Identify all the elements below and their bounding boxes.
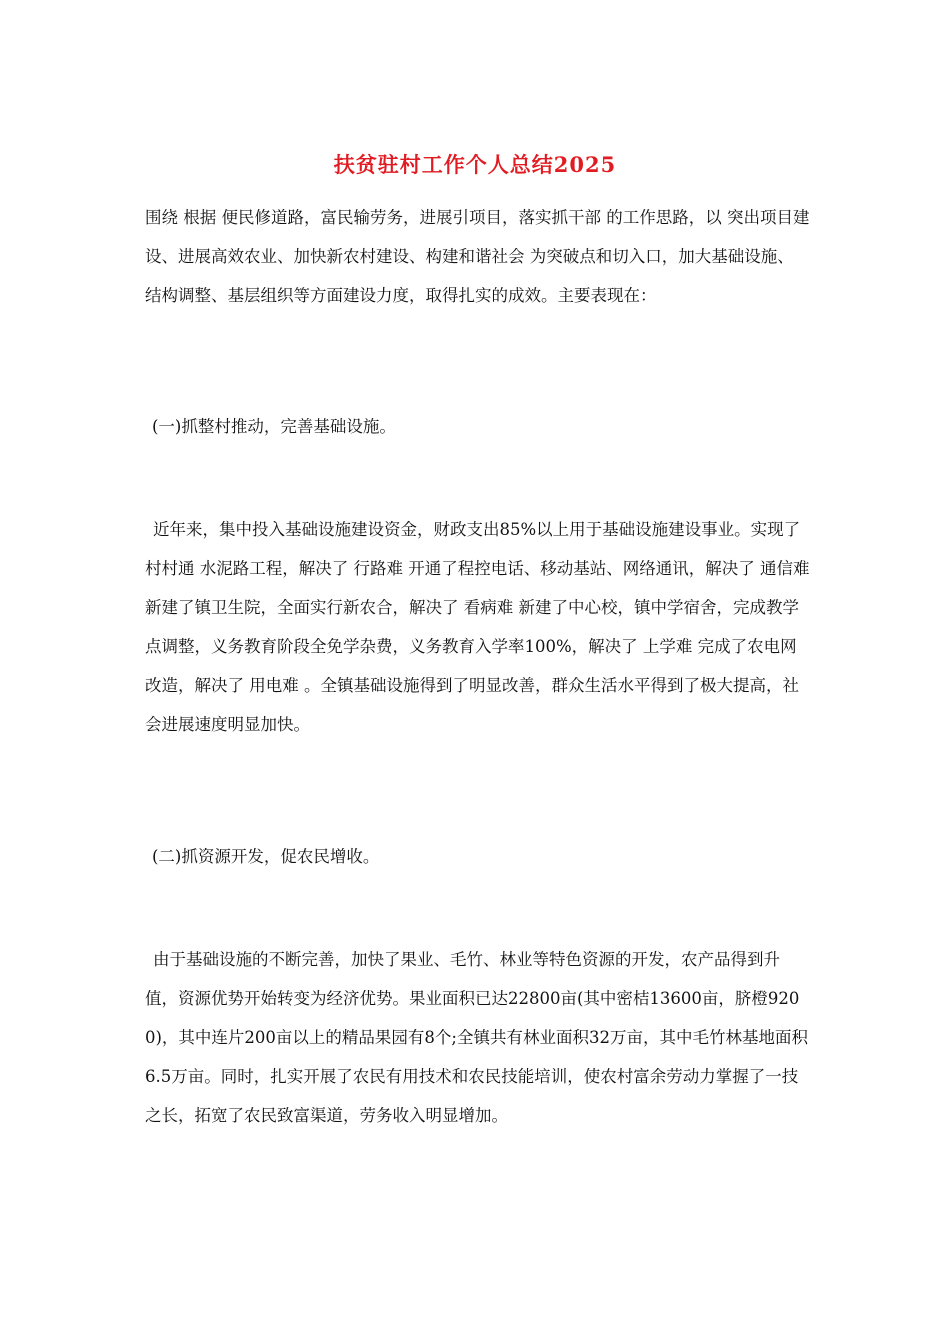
section-1-heading: (一)抓整村推动，完善基础设施。	[152, 417, 396, 436]
section-1-body: 近年来，集中投入基础设施建设资金，财政支出85%以上用于基础设施建设事业。实现了 村村通 水泥路工程，解决了 行路难 开通了程控电话、移动基站、网络通讯，解决了 通信难 新建了镇卫生院，全面实行新农合，解决了 看病难 新建了中心校，镇中学宿舍，完成教学点调整，义务教育阶段全免学杂费，义务教育入学率100%，解决了 上学难 完成了农电网改造，解决了 用电难 。全镇基础设施得到了明显改善，群众生活水平得到了极大提高，社会进展速度明显加快。	[145, 520, 815, 734]
document-title: 扶贫驻村工作个人总结2025	[333, 152, 617, 177]
section-2-heading: (二)抓资源开发，促农民增收。	[152, 847, 380, 866]
intro-paragraph: 围绕 根据 便民修道路，富民输劳务，进展引项目，落实抓干部 的工作思路，以 突出项目建设、进展高效农业、加快新农村建设、构建和谐社会 为突破点和切入口，加大基础设施、结构调整、基层组织等方面建设力度，取得扎实的成效。主要表现在：	[145, 208, 810, 305]
section-2-body: 由于基础设施的不断完善，加快了果业、毛竹、林业等特色资源的开发，农产品得到升值，资源优势开始转变为经济优势。果业面积已达22800亩(其中密桔13600亩，脐橙9200)，其中连片200亩以上的精品果园有8个;全镇共有林业面积32万亩，其中毛竹林基地面积6.5万亩。同时，扎实开展了农民有用技术和农民技能培训，使农村富余劳动力掌握了一技之长，拓宽了农民致富渠道，劳务收入明显增加。	[145, 950, 808, 1125]
